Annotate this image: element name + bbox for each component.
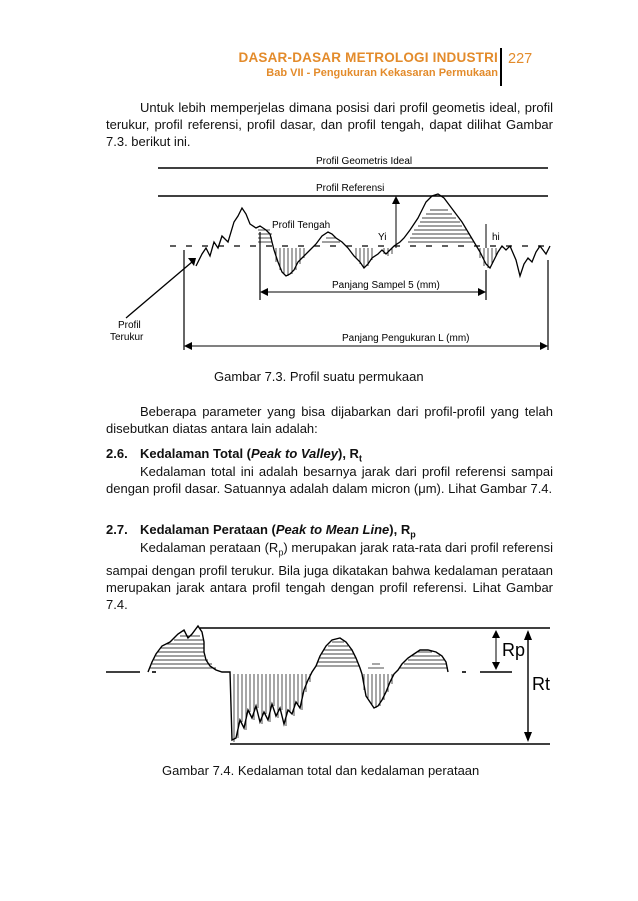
label-sample-length: Panjang Sampel 5 (mm) [332, 280, 440, 291]
figure-7-3 [100, 150, 560, 360]
book-title: DASAR-DASAR METROLOGI INDUSTRI [238, 50, 498, 65]
parameters-text: Beberapa parameter yang bisa dijabarkan dari profil-profil yang telah disebutkan diatas antara lain adalah: [106, 404, 553, 436]
label-ideal-profile: Profil Geometris Ideal [316, 156, 413, 167]
section-2-6-body: Kedalaman total ini adalah besarnya jarak dari profil referensi sampai dengan profil dasar. Satuannya adalah dalam micron (μm). Lihat Gambar 7.4. [106, 464, 553, 496]
valley-hatching-fig2 [234, 674, 392, 742]
section-2-7-heading: 2.7. Kedalaman Perataan (Peak to Mean Line), $R_p$ [106, 522, 416, 540]
parameters-paragraph [106, 403, 553, 437]
label-measuring-length: Panjang Pengukuran L (mm) [342, 333, 470, 344]
section-2-7-body: Kedalaman perataan $(R_p)$ merupakan jarak rata-rata dari profil referensi sampai dengan profil terukur. Bila juga dikatakan bahwa kedalaman perataan merupakan jarak antara profil tengah dengan profil referensi. Lihat Gambar 7.4. [106, 540, 554, 612]
valley-hatching [276, 248, 496, 276]
figure-7-4-caption: Gambar 7.4. Kedalaman total dan kedalaman perataan [162, 763, 480, 778]
label-rp: Rp [502, 640, 526, 660]
page-number: 227 [508, 51, 533, 67]
label-reference-profile: Profil Referensi [316, 183, 385, 194]
chapter-title: Bab VII - Pengukuran Kekasaran Permukaan [266, 67, 498, 79]
section-2-6-heading: 2.6. Kedalaman Total (Peak to Valley), $R_t$ [106, 446, 362, 464]
figure-7-3-caption: Gambar 7.3. Profil suatu permukaan [214, 369, 424, 384]
label-rt: Rt [532, 674, 550, 694]
figure-7-4 [100, 612, 560, 752]
label-measured-profile-2: Terukur [110, 332, 144, 343]
label-yi: Yi [378, 232, 387, 243]
intro-text: Untuk lebih memperjelas dimana posisi dari profil geometis ideal, profil terukur, profil referensi, profil dasar, dan profil tengah, dapat dilihat Gambar 7.3. berikut ini. [106, 100, 553, 149]
label-measured-profile-1: Profil [118, 320, 141, 331]
measured-profile-pointer [126, 262, 192, 318]
header-divider [500, 48, 502, 86]
label-hi: hi [492, 232, 500, 243]
intro-paragraph [106, 99, 553, 150]
label-middle-profile: Profil Tengah [272, 220, 331, 231]
running-header [239, 50, 499, 79]
